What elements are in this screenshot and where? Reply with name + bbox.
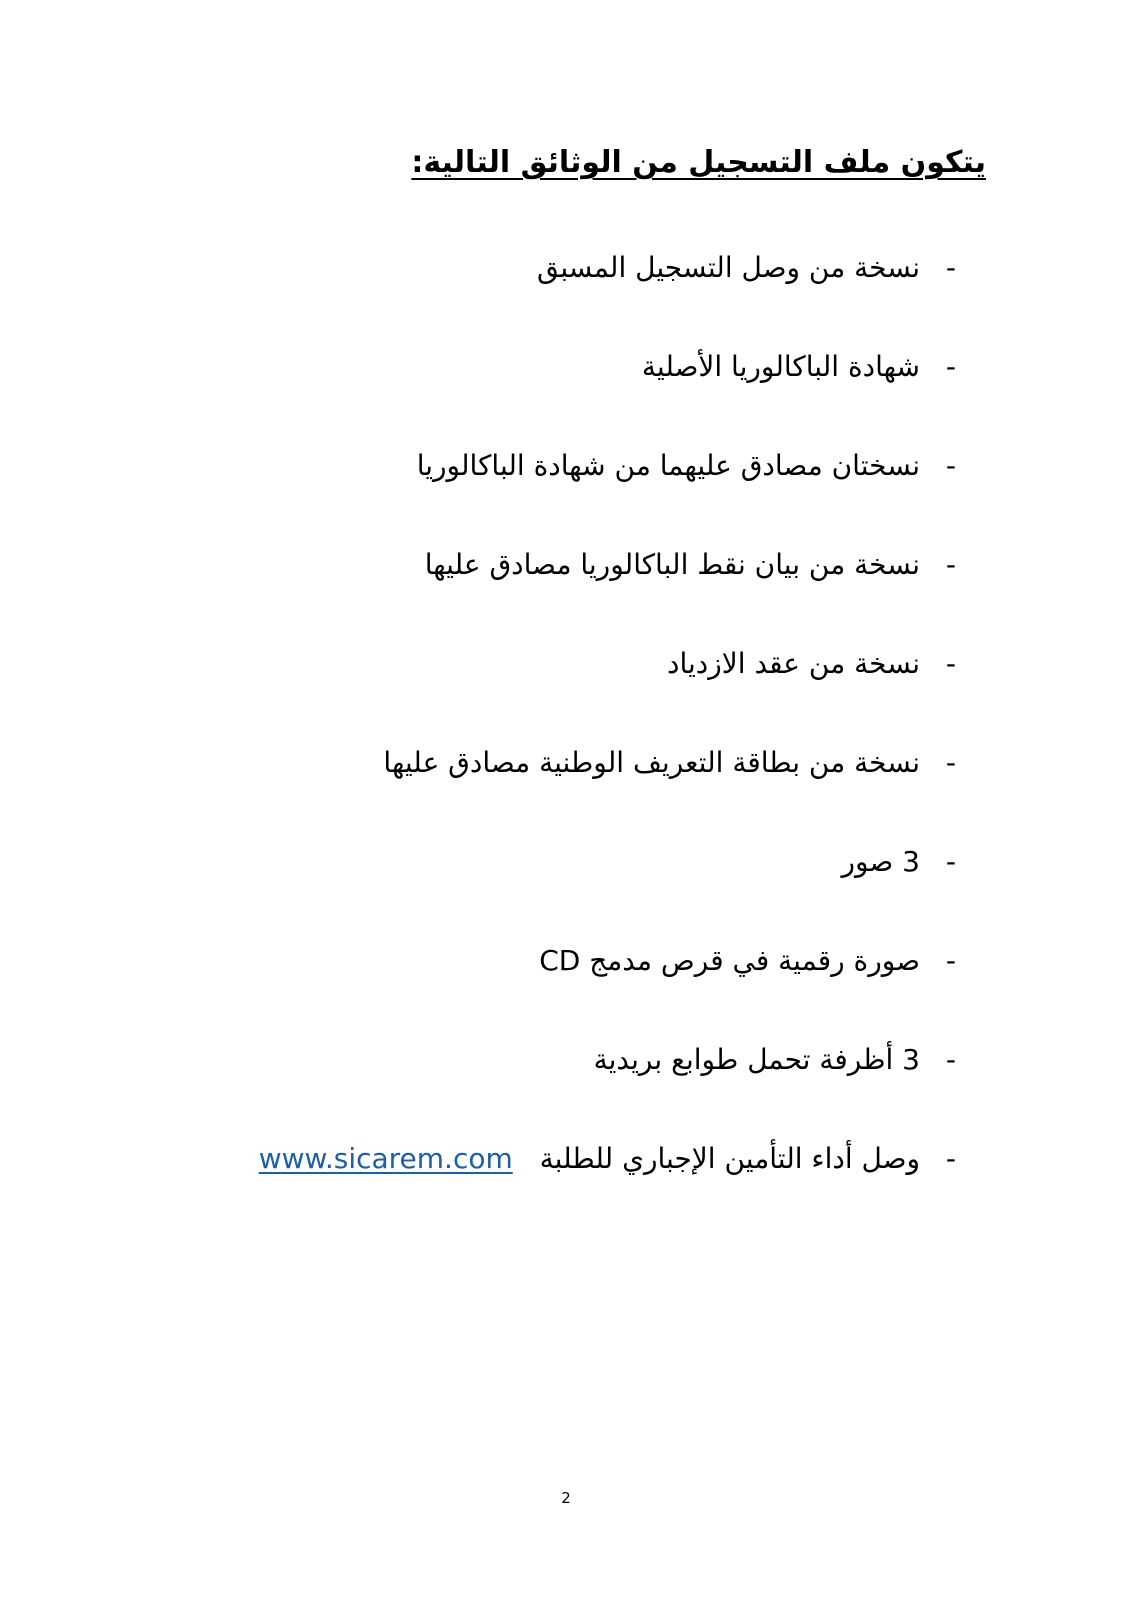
bullet-dash: - <box>945 548 956 581</box>
insurance-website-link[interactable]: www.sicarem.com <box>258 1142 513 1175</box>
list-item-text: 3 صور <box>841 845 920 878</box>
list-item <box>259 347 956 446</box>
bullet-dash: - <box>945 845 956 878</box>
list-item <box>259 545 956 644</box>
list-item-text: نسختان مصادق عليهما من شهادة الباكالوريا <box>416 449 920 482</box>
list-item <box>259 1139 956 1238</box>
bullet-dash: - <box>945 1142 956 1175</box>
bullet-dash: - <box>945 746 956 779</box>
list-item <box>259 941 956 1040</box>
page-title: يتكون ملف التسجيل من الوثائق التالية: <box>411 145 986 180</box>
list-item-text: صورة رقمية في قرص مدمج CD <box>539 944 920 977</box>
bullet-dash: - <box>945 647 956 680</box>
bullet-dash: - <box>945 1043 956 1076</box>
list-item-text: نسخة من عقد الازدياد <box>667 647 920 680</box>
list-item <box>259 446 956 545</box>
bullet-dash: - <box>945 449 956 482</box>
list-item-text: شهادة الباكالوريا الأصلية <box>641 350 920 383</box>
bullet-dash: - <box>945 944 956 977</box>
bullet-dash: - <box>945 251 956 284</box>
list-item-text: 3 أظرفة تحمل طوابع بريدية <box>593 1043 920 1076</box>
list-item-text: وصل أداء التأمين الإجباري للطلبة <box>539 1142 920 1175</box>
list-item-text: نسخة من بيان نقط الباكالوريا مصادق عليها <box>424 548 920 581</box>
list-item <box>259 842 956 941</box>
list-item-text: نسخة من بطاقة التعريف الوطنية مصادق عليها <box>383 746 920 779</box>
bullet-dash: - <box>945 350 956 383</box>
list-item <box>259 248 956 347</box>
page-number: 2 <box>561 1489 571 1507</box>
list-item <box>259 644 956 743</box>
list-item <box>259 1040 956 1139</box>
list-item-text: نسخة من وصل التسجيل المسبق <box>536 251 920 284</box>
list-item <box>259 743 956 842</box>
document-list <box>259 248 956 1238</box>
